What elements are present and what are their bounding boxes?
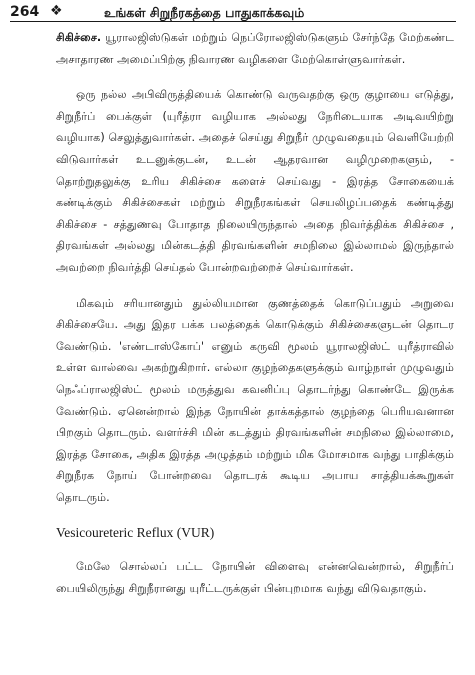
page-header	[10, 2, 455, 22]
paragraph-treatment	[56, 27, 454, 70]
paragraph-surgery	[56, 293, 454, 509]
paragraph-text: மேலே சொல்லப் பட்ட நோயின் விளைவு என்னவென்றால், சிறுநீர்ப் பையிலிருந்து சிறுநீரானது யுரீட்டருக்குள் பின்புறமாக வந்து விடுவதாகும்.	[56, 560, 454, 595]
paragraph-text: மிகவும் சரியானதும் துல்லியமான குணத்தைக் கொடுப்பதும் அறுவை சிகிச்சையே. அது இதர பக்க பலத்தைக் கொடுக்கும் சிகிச்சைகளுடன் தொடர வேண்டும். 'எண்டாஸ்கோப்' எனும் கருவி மூலம் யூராலஜிஸ்ட் யுரீத்ராவில் உள்ள வால்வை அகற்றுகிறார். எல்லா குழந்தைகளுக்கும் வாழ்நாள் முழுவதும் நெஃப்ராலஜிஸ்ட் மூலம் மருத்துவ கவனிப்பு தொடர்ந்து கொண்டே இருக்க வேண்டும். ஏனென்றால் இந்த நோயின் தாக்கத்தால் குழந்தை பெரியவனான பிறகும் தொடரும். வளர்ச்சி மின் கடத்தும் திரவங்களின் சமநிலை இல்லாமை, இரத்த சோகை, அதிக இரத்த அழுத்தம் மற்றும் மிக மோசமாக வந்து பாதிக்கும் சிறுநீரக நோய் போன்றவை தொடரக் கூடிய அபாய சாத்தியக்கூறுகள் தொடரும்.	[56, 296, 454, 504]
paragraph-vur	[56, 556, 454, 599]
diamond-ornament-icon: ❖	[50, 3, 63, 19]
running-title: உங்கள் சிறுநீரகத்தை பாதுகாக்கவும்	[104, 5, 305, 20]
paragraph-supportive-care	[56, 84, 454, 278]
page-body	[56, 27, 454, 613]
page-number: 264	[10, 4, 40, 20]
header-rule	[10, 21, 456, 22]
paragraph-text: ஒரு நல்ல அபிவிருத்தியைக் கொண்டு வருவதற்கு ஒரு குழாயை எடுத்து, சிறுநீர்ப் பைக்குள் (யுரீத்ரா வழியாக அல்லது நேரிடையாக அடிவயிற்று வழியாக) செலுத்துவார்கள். அதைச் செய்து சிறுநீர் முழுவதையும் வெளியேற்றி விடுவார்கள் உடனுக்குடன், உடன் ஆதரவான வழிமுறைகளும், - தொற்றுதலுக்கு உரிய சிகிச்சை களைச் செய்வது - இரத்த சோகையைக் கண்டிக்கும் சிகிச்சைகள் மற்றும் சிறுநீரகங்கள் செயலிழப்பதைக் கண்டித்து சிகிச்சை - சத்துணவு போதாத நிலையிருந்தால் அதை நிவர்த்திக்க சிகிச்சை , திரவங்கள் அல்லது மின்கடத்தி திரவங்களின் சமநிலை இல்லாமல் இருந்தால் அவற்றை நிவர்த்தி செய்தல் போன்றவற்றைச் செய்வார்கள்.	[56, 88, 454, 274]
section-heading: Vesicoureteric Reflux (VUR)	[56, 525, 215, 541]
paragraph-lead: சிகிச்சை.	[56, 31, 102, 44]
paragraph-text: யூராலஜிஸ்டுகள் மற்றும் நெப்ரோலஜிஸ்டுகளும் சேர்ந்தே மேற்கண்ட அசாதாரண அமைப்பிற்கு நிவாரண வழிகளை மேற்கொள்ளுவார்கள்.	[56, 31, 454, 66]
